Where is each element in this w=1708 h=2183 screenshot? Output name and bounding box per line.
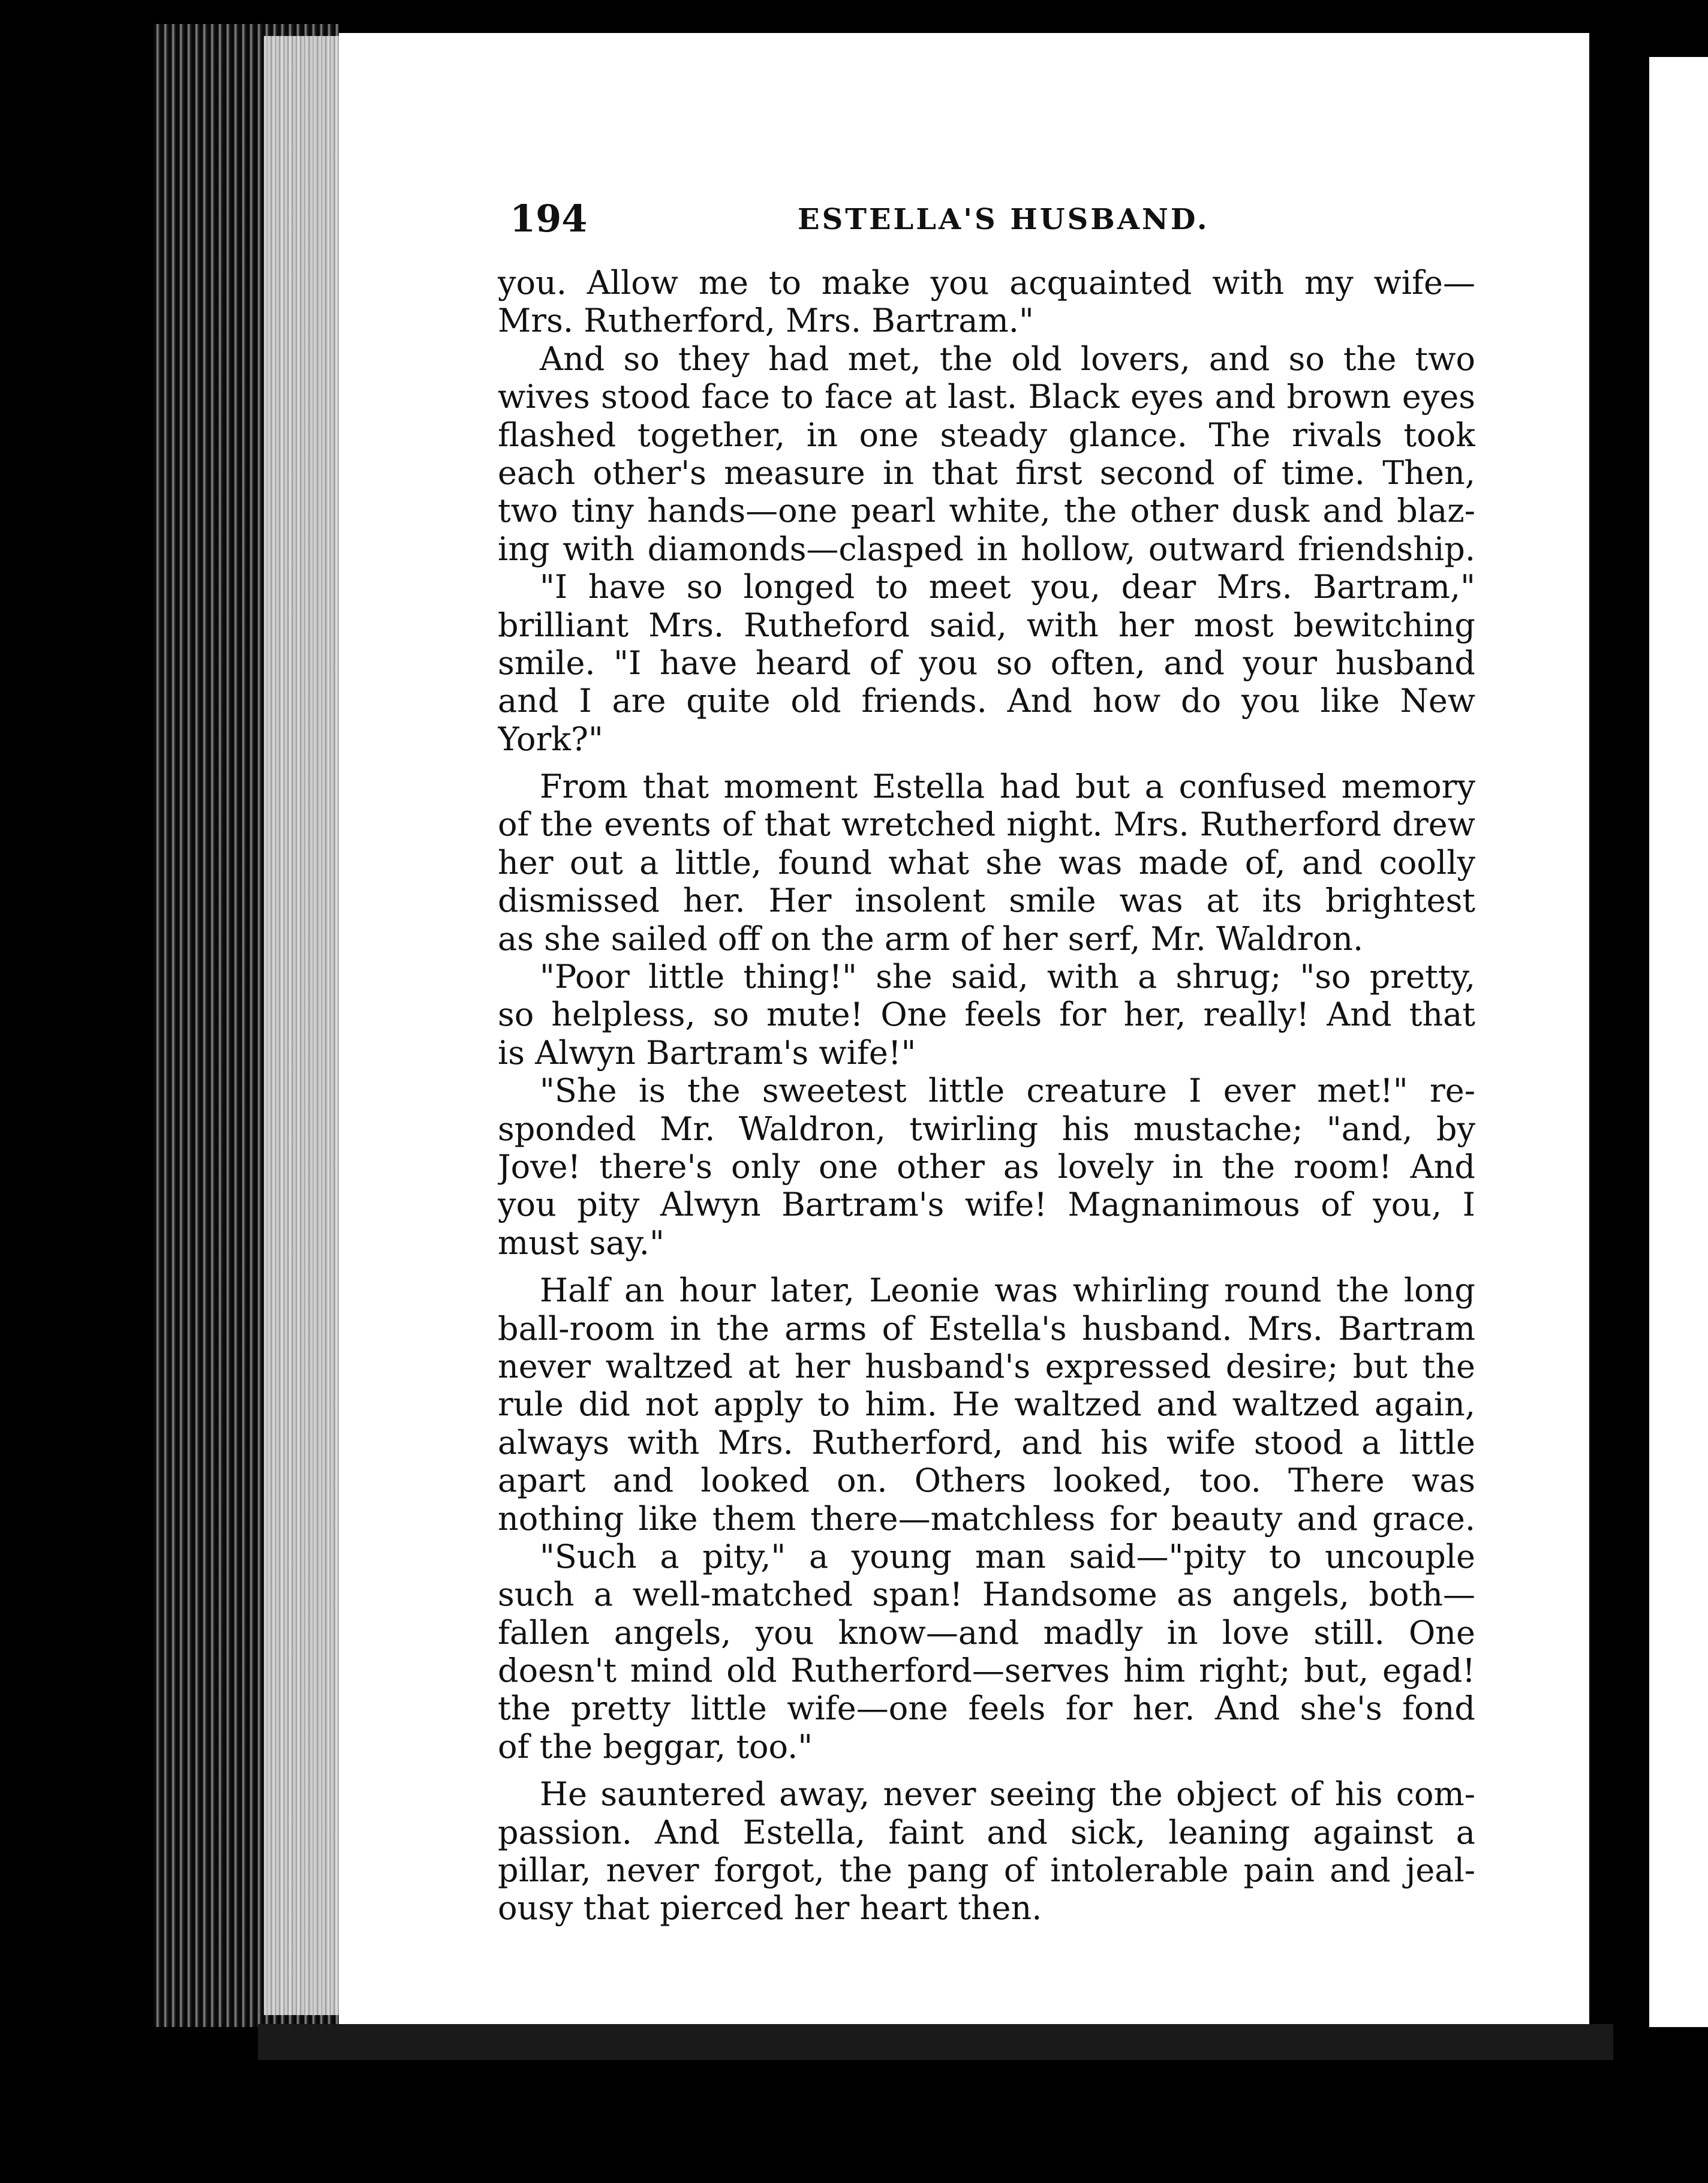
text-line: From that moment Estella had but a confused memory	[540, 768, 1475, 806]
text-line: flashed together, in one steady glance. The rivals took	[498, 416, 1475, 454]
text-line: each other's measure in that first second of time. Then,	[498, 453, 1475, 492]
text-line: "I have so longed to meet you, dear Mrs. Bartram,"	[540, 568, 1475, 606]
body-text	[498, 264, 1475, 1928]
text-line: ousy that pierced her heart then.	[498, 1889, 1042, 1928]
text-line: dismissed her. Her insolent smile was at its brightest	[498, 882, 1475, 920]
text-line: must say."	[498, 1223, 664, 1262]
text-line: and I are quite old friends. And how do you like New	[498, 682, 1475, 720]
text-line: wives stood face to face at last. Black eyes and brown eyes	[498, 378, 1475, 416]
page-number: 194	[510, 197, 588, 240]
text-line: "Such a pity," a young man said—"pity to uncouple	[540, 1537, 1475, 1575]
paragraph-gap	[498, 1262, 1475, 1271]
running-title: ESTELLA'S HUSBAND.	[798, 203, 1210, 236]
text-line: of the events of that wretched night. Mrs. Rutherford drew	[498, 805, 1475, 844]
facing-page-edge	[1649, 57, 1708, 2027]
text-line: you pity Alwyn Bartram's wife! Magnanimous of you, I	[498, 1186, 1475, 1224]
text-line: Jove! there's only one other as lovely in the room! And	[498, 1147, 1475, 1186]
text-line: Mrs. Rutherford, Mrs. Bartram."	[498, 302, 1034, 340]
text-line: of the beggar, too."	[498, 1727, 813, 1766]
text-line: passion. And Estella, faint and sick, leaning against a	[498, 1813, 1475, 1851]
text-line: nothing like them there—matchless for beauty and grace.	[498, 1499, 1475, 1538]
text-line: always with Mrs. Rutherford, and his wife stood a little	[498, 1423, 1475, 1462]
text-line: sponded Mr. Waldron, twirling his mustache; "and, by	[498, 1109, 1475, 1148]
text-line: is Alwyn Bartram's wife!"	[498, 1033, 916, 1072]
text-line: York?"	[498, 720, 603, 758]
running-head	[510, 197, 1475, 251]
text-line: never waltzed at her husband's expressed desire; but the	[498, 1347, 1475, 1385]
text-line: "Poor little thing!" she said, with a shrug; "so pretty,	[540, 958, 1475, 996]
text-line: you. Allow me to make you acquainted with my wife—	[498, 264, 1475, 302]
paragraph-gap	[498, 758, 1475, 768]
text-line: such a well-matched span! Handsome as angels, both—	[498, 1575, 1475, 1614]
text-line: two tiny hands—one pearl white, the other dusk and blaz-	[498, 492, 1475, 530]
text-line: as she sailed off on the arm of her serf, Mr. Waldron.	[498, 919, 1364, 958]
text-line: so helpless, so mute! One feels for her, really! And that	[498, 996, 1475, 1034]
text-line: "She is the sweetest little creature I ever met!" re-	[540, 1072, 1475, 1110]
text-line: smile. "I have heard of you so often, and your husband	[498, 644, 1475, 682]
text-line: ing with diamonds—clasped in hollow, outward friendship.	[498, 530, 1475, 568]
text-line: her out a little, found what she was made of, and coolly	[498, 843, 1475, 882]
paragraph-gap	[498, 1766, 1475, 1775]
book-page-edges-highlight	[264, 36, 339, 2015]
text-line: brilliant Mrs. Rutheford said, with her most bewitching	[498, 606, 1475, 644]
text-line: the pretty little wife—one feels for her. And she's fond	[498, 1689, 1475, 1728]
text-line: doesn't mind old Rutherford—serves him right; but, egad!	[498, 1652, 1475, 1690]
text-line: fallen angels, you know—and madly in love still. One	[498, 1613, 1475, 1652]
text-line: ball-room in the arms of Estella's husband. Mrs. Bartram	[498, 1309, 1475, 1348]
page-bottom-shadow	[258, 2024, 1613, 2060]
text-line: pillar, never forgot, the pang of intolerable pain and jeal-	[498, 1851, 1475, 1890]
text-line: apart and looked on. Others looked, too. There was	[498, 1462, 1475, 1500]
text-line: And so they had met, the old lovers, and so the two	[540, 339, 1475, 378]
text-line: He sauntered away, never seeing the object of his com-	[540, 1775, 1475, 1814]
text-line: rule did not apply to him. He waltzed and waltzed again,	[498, 1385, 1475, 1424]
text-line: Half an hour later, Leonie was whirling round the long	[540, 1271, 1475, 1310]
